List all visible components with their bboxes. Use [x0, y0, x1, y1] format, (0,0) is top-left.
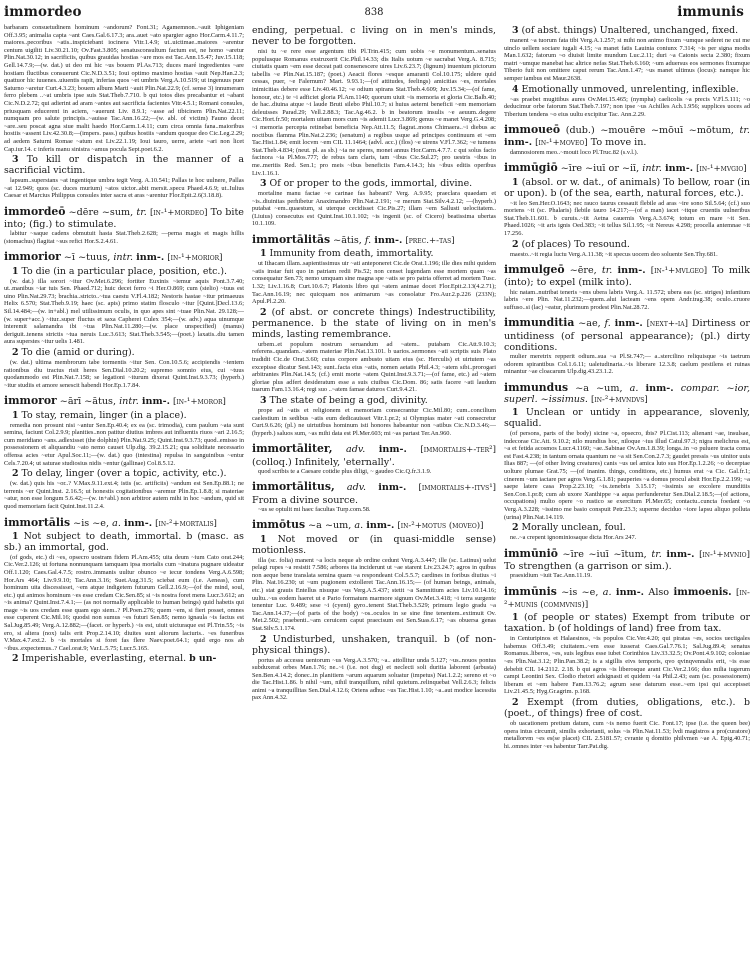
sense-1-citations: remedia non prosunt nisi ~antur Sen.Ep.40.4; ex ea (sc. trimodia), cum paulum ~ata sunt semina, faciunt Col.2.9.9; planities..non patitur diutius imbres aut influentis riuos ~ari 2.16.5; cum meridiano ~ans..adlexisset (the dolphin) Plin.Nat.9.25; Quint.Inst.9.3.73; quod..emisso in possessionem et aliquandiu ~ato nemo causet Ulp.dig. 39.2.15.21; qua soliditate necessario offensa acies ~etur Apul.Soc.11;—(w. dat.) quo (intestina) repulsa in sanguinibus ~entur Cels.7.20.4; ut saturae studiosius nidis ~entur (gallinae) Col.8.5.12. [4, 421, 244, 467]
sense-3 [252, 178, 496, 189]
sense-4 [504, 84, 750, 95]
entry-head [4, 206, 244, 230]
forms: ~īre ~iuī ~ītum, [562, 548, 647, 560]
sense-definition: (of abst. things) Unaltered, unchanged, fixed. [521, 25, 739, 36]
sense-definition: To kill or dispatch in the manner of a sacrificial victim. [4, 154, 244, 177]
entry-head [504, 124, 750, 148]
column-3 [504, 24, 750, 959]
sense-number: 2 [512, 696, 519, 708]
sense-2-citations: ob uacationem pretium datum, cum ~is nemo fuerit Cic. Font.17; ipse (i.e. the queen bee) opera intus circumit, similis exhortanti, solus ~is Plin.Nat.11.53; lvdi magistros a pro(curatore) metallorvm ~es es(se placet) CIL 2.5181.57; cvrante q domitio philvmen ~ae A. Epig.40.71; hi..omnes inter ~es habentur Tarr.Pat.dig. [504, 719, 750, 750]
continuation-head: ending, perpetual. [252, 25, 344, 36]
part-of-speech: tr. [136, 206, 147, 218]
sense-2-citations: ne..~a crepent ignominiosaque dicta Hor.Ars 247. [510, 534, 637, 542]
variant-form: immoenis. [673, 586, 732, 598]
sense-b-tail: b un- [189, 653, 217, 665]
entry-head [504, 162, 750, 175]
lemma: immortālis [4, 515, 71, 529]
part-of-speech: tr. [601, 265, 613, 277]
sense-1 [4, 266, 244, 277]
etymology: [in-¹+moveo] [535, 137, 588, 148]
sense-b: b (of holdings of land) free from tax. [548, 623, 722, 635]
sense-number: 4 [512, 83, 519, 95]
sense-2 [4, 653, 244, 664]
inm-marker: inm-. [374, 235, 403, 247]
forms: ~ārī ~ātus, [59, 396, 117, 408]
sense-number: 2 [12, 653, 19, 665]
entry-immoror [4, 395, 244, 510]
sense-b: b (masc. as sb.) an immortal, god. [4, 530, 244, 553]
continuation-citations: nisi tu ~e rere esse argentum tibi Pl.Trin.415; cum uobis ~e monumentum..senatus populusque Romanus exstruxerit Cic.Phil.14.33; dis Italis uotum ~e sacrabat Verg.A. 8.715; ciuitatis quam ~em esse deceat pati consenescere uires Liv.6.23.7; (lignum) inuentum pictorum tabellis ~e Plin.Nat.15.187; (poet.) Aeacii flores ~esque amaranti Col.10.175; uldere quid cessas, puer, ~e Falernum? Mart. 9.93.1;—(of attitudes, feelings) amicitias ~es, mortales inimicitias debere esse Liv.40.46.12; ~e odium spirans Stat.Theb.4.609; Juv.15.34;—(of fame, honour, etc.) te ~i adficiet gloria Pl.Am.1140; quorum uiuit ~is memoria et gloria Cic.Balb.40; de hac..diuina atque ~i laude Bruti silebo Phil.10.7; si huius aeterni beneficii ~em memoriam deleuisses Parad.29; Vell.2.88.3; Tac.Ag.46.2. b in beatorum insulis ~e aeuum..degere Cic.Hort.fr.50; mortalem uitam mors cum ~is ademit Lucr.3.869; genus ~e manet Verg.G.4.208; ~i memoria percepta retinebat beneficia Nep.Att.11.5; flagrat..mons Chimaera..~i diebus ac noctibus flamma Plin.Nat.2.236; (senatum) a regibus usque ad principes continuum et ~em Tac.Hist.1.84; emit locvm ~em CIL 11.1464; (advl. acc.) (flos) ~e uirens V.Fl.7.362; ~e tumens Stat.Theb.4.834; (neut. pl. as sb.) ~ia ne speres, monet annus Hor.Carm.4.7.7. c qui solus facio facinora ~ia Pl.Mos.777; de rebus tam claris, tam ~ibus Cic.Sul.27; pro uestris ~ibus in me..meritis Red. Sen.1; pro meis ~ibus beneficiis Fam.4.14.3; his ~ibus editis operibus Liv.1.16.1. [252, 48, 496, 177]
sense-2-citations: urbem..et populum nostrum seruandum ad ~atem.. putabam Cic.Att.9.10.3; referens..quandam..~atem materiae Plin.Nat.13.101. b uarios..sermones ~ati scriptis suis Plato tradidit Cic.de Orat.3.60; cuius corpore ambusto uitam eius (sc. Herculis) et uirtutem ~as excepisse dicatur Sest.143; sunt..facta eius ~atis, nomen aetatis Phil.4.3; ~atem sibi..prorogari arbitrantes Plin.Nat.14.5; (cf.) emit morte ~atem Quint.Inst.9.3.71;—(of fame, etc.) ad ~atem gloriae plus adfert desideratum esse a suis ciuibus Cic.Dom. 86; satis facere ~ati laudum tuarum Fam.13.16.4; regi suo ..~atem famae daturos Curt.9.4.21. [252, 340, 496, 394]
forms: ~ae, [578, 318, 601, 330]
sense-definition: To delay, linger (over a topic, activity, etc.). [21, 468, 227, 480]
sense-1 [252, 534, 496, 556]
sense-2 [504, 522, 750, 533]
sense-1-citations: ~it leo Sen.Her.O.1643; nec rauco taurus cessauit flebile ad aras ~ire sono Sil.5.64; (cf.) suo moriens ~it (sc. Phalaris) flebile tauro 14.217;—(of a man) iacet ~itque cruentis uulneribus Stat.Theb.11.601. b curuis..~iit Aetna cauernis Verg.A.3.674; totum en mare ~it Sen. Phaed.1026; ~it aris ignis Oed.383; ~it tellus Sil.1.95; ~it Nereus 4.298; procella antemnae ~it 17.256. [504, 199, 750, 237]
etymology: [prec.+-tas] [405, 236, 455, 247]
entry-immordeo [4, 206, 244, 246]
entry-head [504, 317, 750, 353]
sense-2 [252, 307, 496, 340]
sense-1-citations: (w. dat.) illa sorori ~itur Ov.Met.6.296; fortiter Euxinis ~iemur aquis Pont.3.7.40; ut..manibus ~iar tuis Sen. Phaed.712; huic decet ferro ~i Her.O.869; cum (stelio) ~tuus est uino Plin.Nat.29.73; brachia..stricto..~tua caestu V.Fl.4.182; Nestoris hastae ~itur primaeuus Helix 6.570; Stat.Theb.9.19; haec (sc. apis) primo statim flosculo ~itur [Quint.]Decl.13.6; Sil.14.484;—(w. in+abl.) mel utilissimum oculis, in quo apes sint ~tuae Plin.Nat. 29.128;—(w. super+acc.) ~itur..super fluctus et saxa Capherei Culex 354;—(w. adv.) aqua uinumque interemit salamandra ibi ~tua Plin.Nat.11.280;—(w. place unspecified) (manus) deriguit..tenens strictis ~tua neruis Luc.3.613; Stat.Theb.3.545;—(poet.) laxatis..diu tamen aura superstes ~itur uelis 1.481. [4, 277, 244, 346]
forms: ~īre ~iuī or ~iī, [560, 163, 640, 175]
part-of-speech: intr. [113, 252, 134, 264]
page-number: 838 [364, 7, 384, 18]
citations: quod scribis te a Caesare cotidie plus diligi, ~ gaudeo Cic.Q.fr.3.1.9. [258, 467, 432, 475]
inm-marker: inm-. [617, 265, 646, 277]
inm-marker: inm-. [666, 548, 695, 560]
sense-definition: Emotionally unmoved, unrelenting, inflexible. [521, 83, 739, 95]
part-of-speech: f. [604, 318, 611, 330]
running-head [4, 4, 744, 22]
sense-1 [504, 407, 750, 429]
etymology: [in-¹+mvlgeo] [650, 266, 708, 277]
entry-immunio [504, 548, 750, 580]
definition: To move in. [590, 136, 647, 148]
entry-immugio [504, 162, 750, 258]
lemma: immortāliter, [252, 442, 333, 456]
lemma: immōtus [252, 518, 306, 532]
entry-immotus [252, 519, 496, 702]
column-2 [252, 24, 496, 959]
citations: hic natam..nutribat teneris ~ens ubera labris Verg.A. 11.572; ubera eas (sc. striges) infantium labris ~ere Plin. Nat.11.232;—quem..alui lacteam ~ens opem Andr.trag.38; oculo..cruore suffuso..si (lac) ~eatur, plurimum prodest Plin.Nat.28.72. [504, 288, 750, 311]
sense-number: 1 [260, 533, 267, 545]
sense-number: 1 [12, 530, 19, 542]
citations: labitur ~saque cadens obmutuit hasta Stat.Theb.2.628; —perna magis et magis hillis (stomachus) flagitat ~sus refici Hor.S.2.4.61. [4, 230, 244, 245]
sense-definition: The state of being a god, divinity. [269, 394, 428, 406]
entry-immoveo [504, 124, 750, 156]
entry-head [4, 251, 244, 264]
lemma: immūnis [504, 584, 557, 598]
etymology: [next+-ia] [646, 319, 688, 330]
lemma: immunditia [504, 316, 575, 330]
entry-immortalitus [252, 481, 496, 513]
etymology: [in-¹+mvnio] [699, 549, 750, 560]
part-of-speech: adv. [346, 482, 367, 494]
entry-immorior [4, 251, 244, 389]
sense-number: 3 [260, 394, 267, 406]
sense-definition: Not subject to death, immortal. [23, 530, 182, 542]
definition: To bite into; (fig.) to stimulate. [4, 206, 244, 231]
etymology: [in-¹+mvgio] [696, 164, 747, 175]
sense-definition: Not moved or (in quasi-middle sense) motionless. [252, 533, 496, 556]
entry-immunis [504, 586, 750, 751]
citations: ~us se optulit mi haec facultas Turp.com.58. [258, 505, 371, 513]
sense-3-citations: mortaline manu factae ~e carinae fas habeant? Verg. A.9.95; praeclara quaedam et ~is..diuinitas perhibetur Anaximandro Plin.Nat.2.191; ~e merum Stat.Silv.4.2.12; —(hyperb.) putabat ~em..quaestum, si uterque cecidisset Cic.Pis.27; illam ~em Sallusti uelocitatem..(Liuius) consecutus est Quint.Inst.10.1.102; ~is ingenii (sc. of Cicero) beatissima ubertas 10.1.109. [252, 190, 496, 228]
part-of-speech: adv. [346, 444, 366, 456]
sense-definition: Morally unclean, foul. [521, 522, 626, 534]
sense-3 [4, 154, 244, 176]
definition: To strengthen (a garrison or sim.). [504, 561, 672, 573]
forms: ~ī ~tuus, [63, 252, 111, 264]
inm-marker: inm-. [645, 382, 674, 394]
also-label: Also [648, 586, 670, 598]
entry-head [504, 586, 750, 611]
sense-3 [252, 395, 496, 406]
sense-definition: To die (amid or during). [21, 347, 135, 359]
forms: ~is ~e, [73, 517, 110, 529]
sense-b: b (of non-physical things). [252, 633, 496, 656]
sense-2 [4, 347, 244, 358]
definition: To milk (into); to expel (milk into). [504, 265, 750, 289]
entry-head [4, 395, 244, 408]
etymology: [in-¹+moror] [173, 397, 226, 408]
entry-immunditia [504, 317, 750, 375]
running-head-left-word: immordeo [4, 4, 82, 20]
sense-number: 1 [512, 612, 519, 624]
lemma: immordeō [4, 204, 66, 218]
sense-definition: Undisturbed, unshaken, tranquil. [272, 633, 438, 645]
sense-1 [504, 177, 750, 199]
etymology: [in-¹+morior] [167, 253, 223, 264]
sense-number: 3 [12, 154, 19, 166]
sense-definition: Exempt (from duties, obligations, etc.). [527, 696, 736, 708]
forms: ~a ~um, [575, 382, 623, 394]
inm-marker: inm-. [123, 517, 153, 529]
sense-definition: Of or proper to the gods, immortal, divine. [269, 178, 473, 190]
sense-definition: To stay, remain, linger (in a place). [21, 409, 187, 421]
sense-1-citations: (of persons, parts of the body) sicine ~a, opsecro, ibis? Pl.Cist.113; alienant ~ae, insulsae, indecorae Cic.Att. 9.10.2; nilo mundius hoc, niloque ~ius illud Catul.97.3; nigra melichrus est, ~a et fetida acosmos Lucr.4.1160; ~ae..Sabinae Ov.Am.1.8.39; longa..in ~o puluere tracta coma est Fast.4.238; in tantum ornata quantum ne ~a sit Sen.Con.2.7.3; gaudet pressis ~us uinitor uuis Ilias 887; —(of other living creatures) canis ~us uel amica luto sus Hor.Ep.1.2.26; ~o decerptae uolture plumae Grat.75; —(of inanim. things, conditions, etc.) humus erat ~a Cic. Gal.fr.1; cinerem ~um iactare per agros Verg.G.1.81; pauperies ~a domus procul absit Hor.Ep.2.2.199; ~a saepe latere casa Prop.2.23.10; ~is..tenebris 3.15.17; ~issimis se excolere munditiis Sen.Con.1.pr.8; cum ab uxore Xanthippe ~a aqua perfunderetur Sen.Dial.2.18.5;—(of actions, occupations) multo opere ~o rustico se exercitum Pl.Mer.65; contactu..cuncta foedant ~o Verg.A.3.228; ~issimo me basio conspuit Petr.23.3; superne deciduo ~iore lapsu aliquo polluta (urina) Plin.Nat.14.119. [504, 430, 750, 521]
definition: From a divine source. [252, 494, 359, 506]
part-of-speech: intr. [642, 163, 662, 175]
sense-number: 3 [260, 178, 267, 190]
continuation-citations: barbaram consuetudinem hominum ~andorum? Font.31; Agamemnon..~auit Iphigeniam Off.3.95; animalia capta ~ant Caes.Gal.6.17.3; ara..auet ~ato spargier agno Hor.Carm.4.11.7; maiores..pecoribus ~atis..inspiciebant iocinera Vitr.1.4.9; ut..uictimae..maiores ~arentur centum uigiliti Liv.30.21.10; Ov.Fast.3.805; senatusconsultum factum est, ne homo ~aretur Plin.Nat.30.12; in sacrificiis, quibus grauidas hostias ~are mos est Tac.Ann.15.47; Juv.15.118; Gell.14.7.9;—(w. dat.) ut deo mi hic ~us bouem Pl.As.713; duces maré ingredientes ~are hostiam fluctibus consuerunt Cic.N.D.3.51; Ioui optimo maximo hostias ~auit Nep.Han.2.3; quattuor hic iuuenes..uiuentis rapit, inferias quos ~et umbris Verg.A.10.519; ut ingenuus puer Saturno ~aretur Curt.4.3.23; bouem album Marti ~auit Plin.Nat.22.9; (cf. sense 3) innumeram ferro plebem ..~at umbris ipse suis Stat.Theb.7.710. b qui totos dies precabantur et ~abant Cic.N.D.2.72; qui adierint ad aram ~antes aut sacrificia facientes Vitr.4.5.1; Romani consules, priusquam educerent in aciem, ~auerunt Liv. 8.9.1; ~asse ad tibicinem Plin.Nat.22.11; numquam pro salute principis..~auisse Tac.Ann.16.22;—(w. abl. of victim) Fauno decet ~are..seu poscat agna siue malit haedo Hor.Carm.1.4.11; cum circa omnia fana..maioribus hostiis ~assent Liv.42.30.8;—(impers. pass.) quibus hostiis ~andum quoque deo Cic.Leg.2.29; ad aedem Saturni Romae ~atum est Liv.22.1.19; Ioui tauro, uerre, ariete ~ari non licet Cap.iur.14. c inferis manu sinistra ~amus pocula Sept.poet.6.2. [4, 24, 244, 153]
sense-2 [252, 634, 496, 656]
sense-definition: (of people or states) Exempt from tribute or taxation. [504, 612, 750, 635]
sense-2-citations: portus ab accessu uentorum ~us Verg.A.3.570; ~a.. attollitur unda 5.127; ~us..nouos pontus subduxerat orbes Man.1.76; ne..~i (i.e. not dug) et neclecti soli duritia laborent (arbusta) Sen.Ben.4.14.2; donec..in planitiem ~arum aquarum soluatur (impetus) Nat.1.2.2; sereno et ~o die Tac.Hist.1.86. b nihil ~um, nihil tranquillum, nihil quietum..relinquebat Vell.2.6.3; felicis animi ~a tranquillitas Sen.Dial.4.12.6; Oriens adhuc ~us Tac.Hist.1.10; ~a..aut modice lacessita pax Ann.4.32. [252, 656, 496, 702]
sense-number: 1 [260, 248, 267, 260]
column-1 [4, 24, 244, 959]
sense-2 [504, 697, 750, 719]
sense-1-citations: illa (sc. folia) manent ~a locis neque ab ordine cedunt Verg.A.3.447; ille (sc. Latinus) uelut pelagi rupes ~a resistit 7.586; arbores ita inciderunt ut ~ae starent Liv.23.24.7; agros in quibus non aeque bene translata semina quam ~a respondeant Col.5.5.7; cardines in foribus diutius ~i Plin. Nat.16.230; ut ~um pugionem extolleret Tac.Ann.16.15;— (of human beings, animals, etc.) stat grauis Entellus nisuque ~us Verg.A.5.437; stetit ~a Samnitium acies Liv.10.14.16; uultu..~us eodem haeret ut e Pario formatum marmore signum Ov.Met.3.418; ~i terra surgente tenentur Luc. 9.489; sese ~i (cyeni) gyro..tenent Stat.Theb.3.529; primum legio gradu ~a Tac.Ann.14.37;—(of parts of the body) ~os..oculos in se sine fine tenentem..extimuit Ov. Met.2.502; praebenti..~am ceruicem caput praecisum est Sen.Suas.6.17; ~as obuersa genas Stat.Silv.5.1.174. [252, 556, 496, 632]
part-of-speech: a. [354, 520, 364, 532]
part-of-speech: tr. [651, 548, 662, 560]
dictionary-columns [4, 24, 750, 959]
etymology: [immortalis+-ter²] [420, 445, 496, 456]
entry-head [252, 519, 496, 532]
lemma: immorior [4, 250, 61, 264]
sense-definition: (of places) To resound. [521, 238, 630, 250]
sense-1 [4, 531, 244, 553]
sense-definition: (of abst. or concrete things) Indestructibility, permanence. [252, 306, 496, 329]
forms: ~ēre, [569, 265, 597, 277]
etymology: [in-²+mortalis] [155, 518, 217, 529]
entry-immortalis [4, 517, 244, 665]
sense-number: 2 [512, 522, 519, 534]
sense-1 [252, 248, 496, 259]
sense-2-citations: (w. dat.) ultima membrorum tabe tormentis ~itur Sen. Con.10.5.6; accipiendis ~ientem rationibus diu tractus risit heres Sen.Dial.10.20.2; supremo somnio eius, cui ~tuus quodammodo est Plin.Nat.7.158; se legationi ~iturum dixerat Quint.Inst.9.3.73; (hyperb.) ~itur studiis et amore senescit habendi Hor.Ep.1.7.84. [4, 359, 244, 389]
inm-marker: inm-. [378, 444, 407, 456]
definition: (colloq.) Infinitely, 'eternally'. [252, 456, 395, 468]
part-of-speech: tr. [739, 125, 750, 137]
sense-number: 1 [12, 265, 19, 277]
sense-1-citations: in Centuripinos et Halaesinos, ~is populos Cic.Ver.4.20; qui piratas ~es, socios uectigales habemus Off.3.49; ciuitatem..~em esse iusserat Caes.Gal.7.76.1; Sal.Jug.89.4; senatus Romanus..liberos, ~es, suis legibus esse iubet Corinthios Liv.33.32.5; Ov.Pont.4.9.102; coloniae ~es Plin.Nat.3.12; Plin.Pan.38.2; is a sigillis eivs temporis, qvo qvinqvennalis erit, ~is esse debebit CIL 14.2112. 2.18. b qui agros ~is liberosque arant Cic.Ver.2.166; duo milia iugerum campi Leontini Sex. Clodio rhetori adsignasti et quidem ~ia Phil.2.43; eam (sc. possessionem) liberam et ~em habere Fam.13.76.2; agrum sese daturum esse..~em ipsi qui accepisset Liv.21.45.5; Hyg.Gr.agrim. p.168. [504, 635, 750, 696]
entry-immortalitas [252, 234, 496, 437]
sense-definition: Imperishable, everlasting, eternal. [21, 653, 187, 665]
lemma: immulgeō [504, 263, 565, 277]
sense-2-citations: (w. dat.) quis his ~or..? V.Max.9.11.ext.4; istis (sc. artificiis) ~andum est Sen.Ep.88.1; ne terrenis ~er Quint.Inst. 2.16.5; ut honestis cogitationibus ~aremur Plin.Ep.1.8.8; si materiae ~atur, non esse longum 5.6.42;—(w. in+abl.) non arbitror autem mihi in hoc ~andum, quid sit quod memoriam facit Quint.Inst.11.2.4. [4, 480, 244, 510]
lemma: immortālitus, [252, 480, 335, 494]
forms: (dub.) ~mouēre ~mōuī ~mōtum, [565, 125, 734, 137]
entry-head [504, 548, 750, 572]
sense-3-citations: prope ad ~atis et religionem et memoriam consecrantur Cic.Mil.80; cum..concilium caelestium in sedibus ~atis eum dedicauisset Vitr.1.pr.2; si Olympias mater ~ati consecretur Curt.9.6.26; (pl.) ne uirtutibus hominum isti honores habeantur non ~atibus Cic.N.D.3.46;—(hyperb.) saluos sum, ~as mihi data est Pl.Mer.603; mi ~as partast Ter.An.960. [252, 406, 496, 437]
entry-head [4, 517, 244, 530]
sense-definition: (absol. or w. dat., of animals) To bellow, roar (in or upon). [504, 176, 750, 199]
inm-marker: inm-. [614, 318, 643, 330]
sense-1-citations: ut Ithacam illam..sapientissimus uir ~ati anteponeret Cic.de Orat.1.196; ille dies mihi quidem ~atis instar fuit quo in patriam redii Pis.52; non censet lugendam esse mortem quam ~as consequatur Sen.73; nemo umquam sine magna spe ~atis se pro patria offerret ad mortem Tusc. 1.32; Liv.1.16.8; Curt.10.6.7; Platonis libro qui ~atem animae docet Flor.Epit.2.13(4.2.71); Tac.Ann.16.19; nec quicquam nos animarum ~as consolatur Fro.Aur.2.p.226 (233N); Apul.Pl.2.20. [252, 260, 496, 306]
inm-marker: inm-. [366, 520, 395, 532]
comparison-forms: compar. ~ior, superl. ~issimus. [504, 382, 750, 405]
etymology: [in-¹+mordeo] [149, 207, 208, 218]
sense-number: 2 [512, 238, 519, 250]
continuation-sense [252, 25, 496, 47]
forms: ~ātis, [333, 235, 362, 247]
sense-1 [4, 410, 244, 421]
etymology: [in-²+mvndvs] [591, 394, 648, 405]
entry-head [504, 382, 750, 406]
forms: ~is ~e, [561, 586, 599, 598]
sense-number: 1 [512, 407, 519, 419]
part-of-speech: a. [602, 586, 612, 598]
sense-number: 2 [12, 347, 19, 359]
entry-head [252, 481, 496, 505]
sense-b: b (of the sea, earth, natural forces, etc.). [550, 187, 744, 199]
inm-marker: inm-. [665, 163, 694, 175]
sense-c: c living on in men's minds, never to be forgotten. [252, 25, 496, 47]
sense-4-citations: ~as praebet mugitibus aures Ov.Met.15.465; (nympha) caelicolis ~a precis V.Fl.5.111; ~o deducimur orbe fatorum Stat.Theb.7.197; non ipse ~us Achilles Ach.1.956; supplices uoces ad Tiberium tendens ~o eius uultu excipitur Tac. Ann.2.29. [504, 95, 750, 118]
sense-b: b (poet., of things) free of cost. [504, 696, 750, 719]
sense-3 [504, 25, 750, 36]
part-of-speech: f. [364, 235, 372, 247]
entry-head [252, 234, 496, 247]
lemma: immūgiō [504, 161, 558, 175]
sense-2 [4, 468, 244, 479]
definition: Dirtiness or untidiness (of personal appearance); (pl.) dirty conditions. [504, 318, 750, 353]
citations: praesidium ~iuit Tac.Ann.11.19. [510, 572, 592, 580]
sense-1 [504, 612, 750, 634]
entry-head [252, 443, 496, 467]
sense-number: 3 [512, 25, 519, 36]
sense-number: 1 [512, 176, 519, 188]
etymology: [in-²+munis (commvnis)] [504, 587, 750, 611]
running-head-right-word: immunis [677, 4, 744, 20]
sense-number: 2 [260, 633, 267, 645]
lemma: immortālitās [252, 233, 331, 247]
inm-marker: inm-. [378, 482, 407, 494]
citations: mulier meretrix repperit odium..sua ~a Pl.St.747;— a..stercilino reliquisque ~is taetrum odorem spirantibus Col.1.6.11; ualetudinaria..~is liberare 12.3.8; caelum pestilens et ruinas minantur ~ae cloacarum Ulp.dig.43.23.1.2. [504, 352, 750, 376]
sense-definition: Unclean or untidy in appearance, slovenly, squalid. [504, 407, 750, 430]
sense-2 [504, 239, 750, 250]
part-of-speech: a. [629, 382, 639, 394]
sense-definition: To die (in a particular place, position, etc.). [21, 265, 228, 277]
sense-number: 1 [12, 409, 19, 421]
entry-immundus [504, 382, 750, 542]
forms: ~dēre ~sum, [68, 206, 134, 218]
part-of-speech: a. [112, 517, 121, 529]
inm-marker: inm-. [615, 586, 645, 598]
sense-1-citations: (of gods, etc.) di ~es, opsecro uostram fidem Pl.Am.455; uita deum ~ium Cato orat.244; Cic.Ver.2.126; ut fortuna nonnunquam tamquam ipsa mortalis cum ~inatura pugnare uideatur Off.1.120; Caes.Gal.4.7.5; rostro..immanis uultur obunco ~e iecur tondens Verg.A.6.598; Hor.Ars 464; Liv.9.9.10; Tac.Ann.3.16; Suet.Aug.31.5; sciebat eum (i.e. Aeneas), cum hominum uita discessisset, ~em atque indigetem futurum Gell.2.16.9;—(of the mind, soul, etc.) qui animos hominum ~es esse credam Cic.Sen.85; si ~is nostra foret mens Lucr.3.612; an ~is anima? Quint.Inst.7.4.1;— (as not normally applicable to human beings) quid habetis qui mage ~is uos credam esse quam ego siem..? Pl.Poen.276; quem ~em, si fieri posset, omnes esse cuperent Cic.Mil.16; quodsi non sumus ~es futuri Sen.85; nemo ignaula ~is factus est Sal.Jug.85.49; Verg.A.12.882;—(facet. or hyperb.) ~is est, uiuit uicturaque est Pl.Trin.55; ~is ero, si altera (nox) talis erit Prop.2.14.10; diuites sunt aliorum laciuris.. ~es funeribus V.Max.4.7.ext.2. b ~is mortales si foret fas flere Naev.poet.64.1; quid ergo nos ab ~ibus..expectemus..? Cael.orat.9; Var.L.5.75; Lucr.5.165. [4, 553, 244, 652]
inm-marker: inm-. [141, 396, 170, 408]
sense-number: 2 [260, 306, 267, 318]
entry-head [504, 264, 750, 288]
sense-number: 2 [12, 468, 19, 480]
etymology: [immortalis+-itvs¹] [418, 483, 496, 494]
lemma: immoror [4, 394, 57, 408]
sense-2-citations: maesto..~it regia luctu Verg.A.11.38; ~it specus uocem deo soluente Sen.Thy.681. [510, 250, 718, 258]
part-of-speech: intr. [119, 396, 139, 408]
lemma: immoueō [504, 123, 561, 137]
sense-b: b the state of living on in men's minds, lasting remembrance. [252, 317, 496, 340]
sense-3-citations: lapsum..superstans ~at ingentique umbra tegit Verg. A.10.541; Pallas te hoc uulnere, Pallas ~at 12.949; quos (sc. duces murium) ~atos uictor..abit mersit..specu Phaed.4.6.9; ut..Iulius Caesar et Marcius Philippus consules inter sacra et aras ~arentur Flor.Epit.2.6(3.18.8). [4, 177, 244, 200]
entry-immulgeo [504, 264, 750, 311]
inm-marker: inm-. [136, 252, 165, 264]
citations: damnosiorem meo..~mouit loco Pl.Truc.82 (s.v.l.). [510, 148, 639, 156]
forms: ~a ~um, [308, 520, 352, 532]
etymology: [in-²+motus (moveo)] [397, 521, 484, 532]
lemma: immūniō [504, 546, 558, 560]
sense-definition: Immunity from death, immortality. [269, 248, 434, 260]
inm-marker: inm-. [504, 136, 533, 148]
lemma: immundus [504, 380, 569, 394]
sense-3-citations: manent ~a tuorum fata tibi Verg.A.1.257; si mihi non animo fixum ~umque sederet ne cui me uinclo uellem sociare iugali 4.15; ~a manet fatis Lauinia coniunx 7.314; ~is per signa modis Man.1.632; fatorum ~o diuisit limite mundum Luc.2.11; duri ~a Catonis secta 2.380; fixum matri ~umque manebat hac altrice nefas Stat.Theb.6.160; ~um aduersus eos sermones fixumque Tiberio fuit non omittere caput rerum Tac.Ann.1.47; ~us manet ultimus (locus): namque hic semper iambus est Maur.2638. [504, 37, 750, 82]
entry-immortaliter [252, 443, 496, 475]
